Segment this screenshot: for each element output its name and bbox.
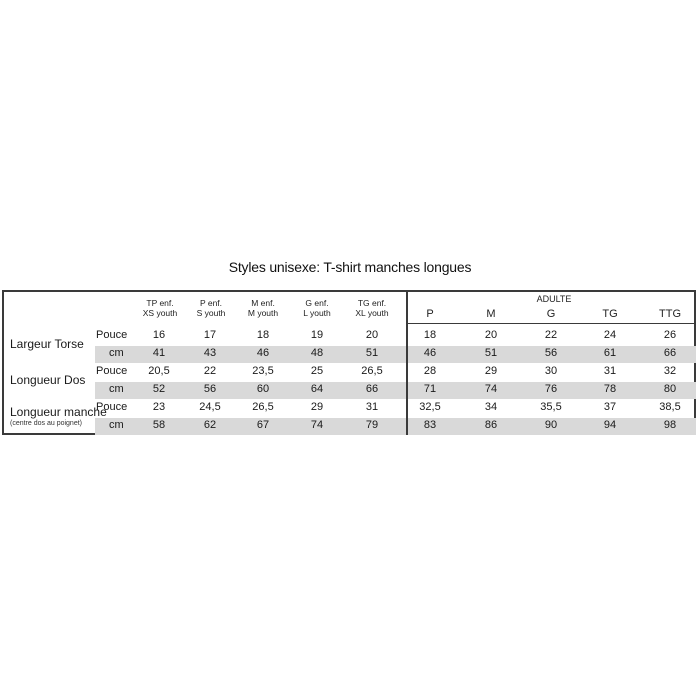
- table-cell: 64: [310, 383, 324, 395]
- table-cell: 32: [663, 365, 677, 377]
- table-cell: 29: [484, 365, 498, 377]
- table-cell: 76: [544, 383, 558, 395]
- unit-label: Pouce: [96, 365, 128, 377]
- table-cell: 35,5: [540, 401, 562, 413]
- table-cell: 61: [603, 347, 617, 359]
- table-cell: 43: [203, 347, 217, 359]
- table-cell: 18: [256, 329, 270, 341]
- unit-label: Pouce: [96, 401, 128, 413]
- row-label-longueur-manche: Longueur manche: [10, 405, 107, 419]
- header-fr: G enf.: [305, 298, 329, 308]
- header-en: M youth: [247, 308, 279, 318]
- table-cell: 74: [310, 419, 324, 431]
- table-cell: 90: [544, 419, 558, 431]
- table-cell: 29: [310, 401, 324, 413]
- header-en: L youth: [303, 308, 331, 318]
- table-cell: 24,5: [199, 401, 221, 413]
- table-cell: 26: [663, 329, 677, 341]
- table-cell: 23,5: [252, 365, 274, 377]
- row-label-longueur-dos: Longueur Dos: [10, 373, 86, 387]
- table-cell: 37: [603, 401, 617, 413]
- row-sublabel-manche: (centre dos au poignet): [10, 420, 82, 427]
- table-cell: 28: [423, 365, 437, 377]
- table-cell: 20,5: [148, 365, 170, 377]
- table-cell: 71: [423, 383, 437, 395]
- table-cell: 86: [484, 419, 498, 431]
- header-fr: TP enf.: [146, 298, 174, 308]
- table-cell: 56: [544, 347, 558, 359]
- table-cell: 41: [152, 347, 166, 359]
- table-cell: 34: [484, 401, 498, 413]
- table-cell: 26,5: [252, 401, 274, 413]
- header-fr: P enf.: [199, 298, 223, 308]
- table-cell: 20: [365, 329, 379, 341]
- table-cell: 66: [663, 347, 677, 359]
- table-cell: 38,5: [659, 401, 681, 413]
- table-cell: 17: [203, 329, 217, 341]
- header-adulte: ADULTE: [536, 294, 572, 304]
- header-fr: TG enf.: [357, 298, 387, 308]
- table-cell: 67: [256, 419, 270, 431]
- table-cell: 83: [423, 419, 437, 431]
- table-cell: 46: [256, 347, 270, 359]
- header-adult-p: P: [426, 308, 434, 320]
- table-cell: 80: [663, 383, 677, 395]
- header-fr: M enf.: [251, 298, 275, 308]
- header-en: XL youth: [355, 308, 389, 318]
- page-title: Styles unisexe: T-shirt manches longues: [228, 259, 472, 275]
- table-cell: 23: [152, 401, 166, 413]
- table-cell: 30: [544, 365, 558, 377]
- table-cell: 79: [365, 419, 379, 431]
- table-cell: 48: [310, 347, 324, 359]
- table-cell: 52: [152, 383, 166, 395]
- header-adult-ttg: TTG: [659, 308, 681, 320]
- unit-label: cm: [109, 383, 124, 395]
- table-cell: 62: [203, 419, 217, 431]
- size-chart-table: [2, 290, 696, 435]
- table-cell: 78: [603, 383, 617, 395]
- header-kids-xl: [337, 298, 407, 318]
- unit-label: cm: [109, 419, 124, 431]
- table-cell: 56: [203, 383, 217, 395]
- table-cell: 25: [310, 365, 324, 377]
- table-cell: 98: [663, 419, 677, 431]
- header-adult-g: G: [546, 308, 556, 320]
- table-cell: 20: [484, 329, 498, 341]
- table-cell: 26,5: [361, 365, 383, 377]
- header-adult-tg: TG: [602, 308, 618, 320]
- table-cell: 74: [484, 383, 498, 395]
- table-cell: 51: [365, 347, 379, 359]
- header-en: S youth: [196, 308, 226, 318]
- table-cell: 32,5: [419, 401, 441, 413]
- header-adult-m: M: [486, 308, 496, 320]
- table-cell: 31: [603, 365, 617, 377]
- table-cell: 94: [603, 419, 617, 431]
- table-cell: 51: [484, 347, 498, 359]
- unit-label: Pouce: [96, 329, 128, 341]
- adult-header-rule: [406, 323, 696, 324]
- table-cell: 46: [423, 347, 437, 359]
- table-cell: 16: [152, 329, 166, 341]
- header-en: XS youth: [142, 308, 178, 318]
- table-cell: 22: [544, 329, 558, 341]
- table-cell: 22: [203, 365, 217, 377]
- table-cell: 31: [365, 401, 379, 413]
- table-cell: 19: [310, 329, 324, 341]
- table-cell: 24: [603, 329, 617, 341]
- table-cell: 66: [365, 383, 379, 395]
- table-cell: 58: [152, 419, 166, 431]
- table-cell: 60: [256, 383, 270, 395]
- table-cell: 18: [423, 329, 437, 341]
- row-label-largeur-torse: Largeur Torse: [10, 337, 84, 351]
- unit-label: cm: [109, 347, 124, 359]
